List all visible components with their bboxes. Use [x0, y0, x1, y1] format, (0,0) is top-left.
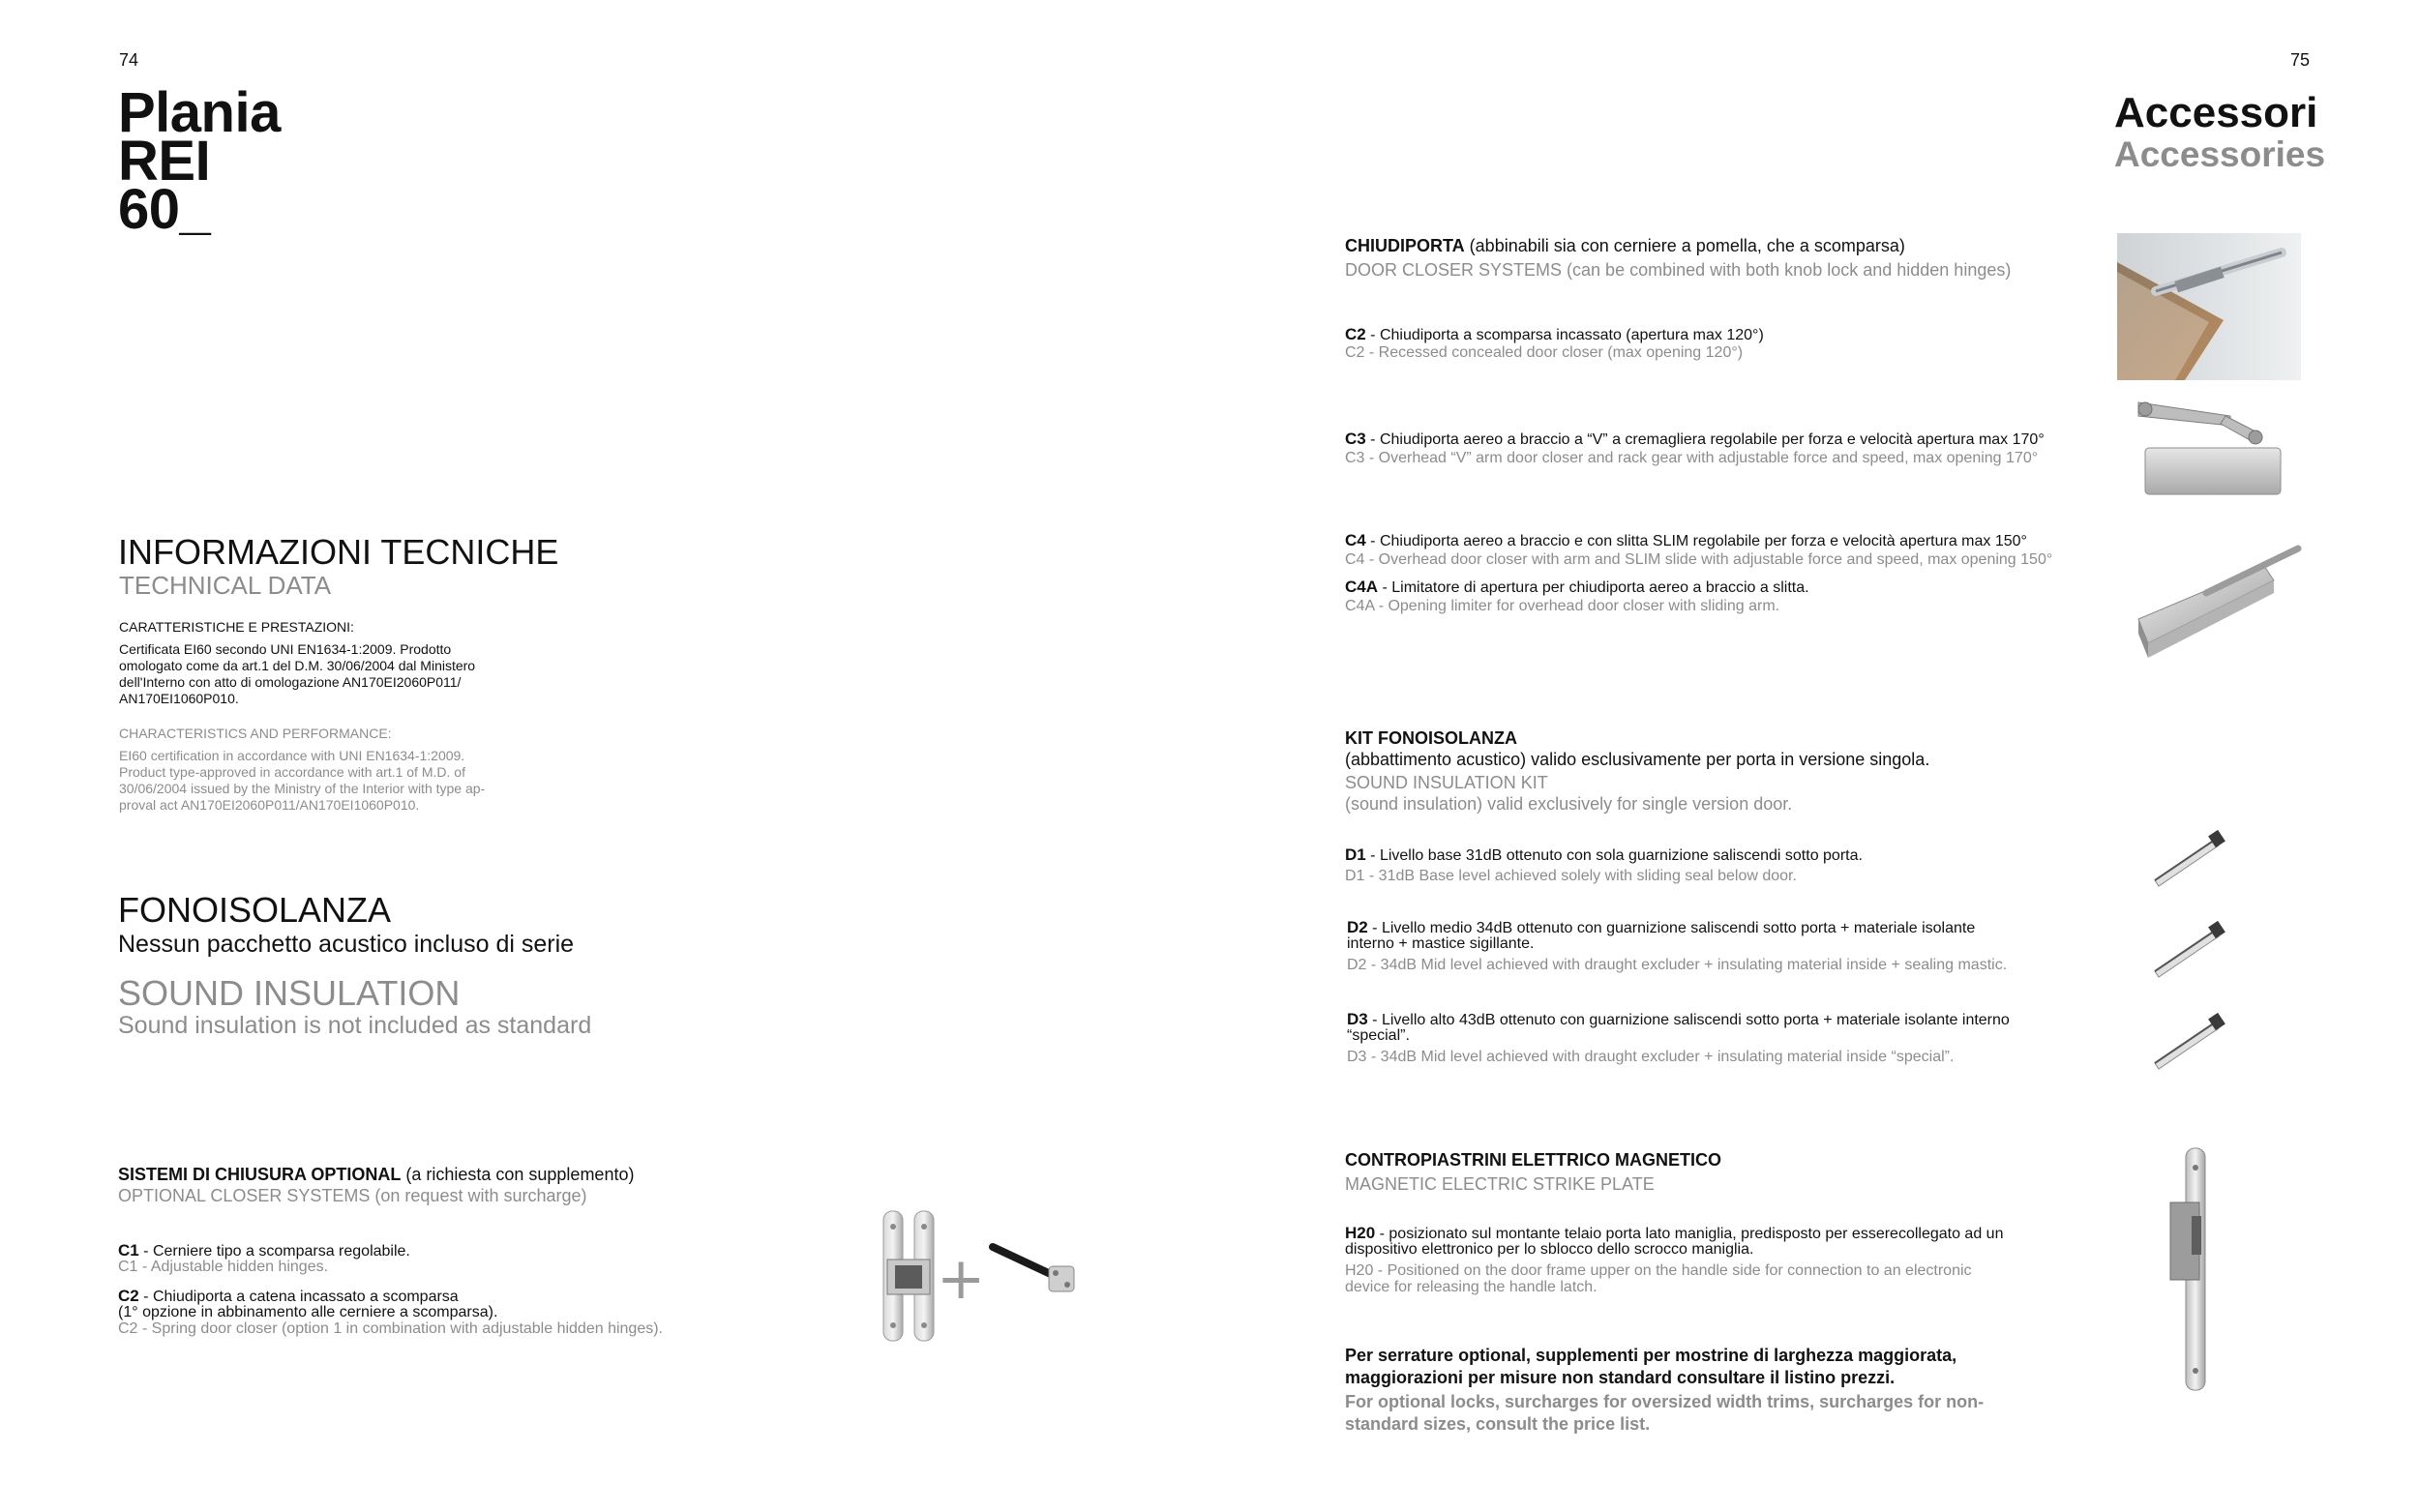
plus-sign: + — [937, 1245, 986, 1313]
text-line: AN170EI1060P010. — [119, 691, 239, 706]
door-closer-c4a — [1345, 578, 1809, 597]
product-title-line: Plania — [118, 81, 281, 144]
sound-kit-d2-line2: interno + mastice sigillante. — [1347, 935, 1535, 952]
kit-desc: - Livello alto 43dB ottenuto con guarnizione saliscendi sotto porta + materiale isolante interno — [1367, 1012, 2010, 1028]
door-closers-heading-rest: (abbinabili sia con cerniere a pomella, che a scomparsa) — [1464, 236, 1905, 255]
price-note-line: Per serrature optional, supplementi per mostrine di larghezza maggiorata, — [1345, 1346, 1957, 1365]
product-title-line: 60_ — [118, 178, 211, 241]
price-note — [1345, 1345, 1956, 1389]
slide-arm-closer-image — [2129, 537, 2303, 663]
hidden-hinges-image — [876, 1209, 943, 1345]
price-note-en — [1345, 1391, 1984, 1436]
page-number-left: 74 — [119, 50, 139, 70]
closer-desc: - Chiudiporta aereo a braccio a “V” a cremagliera regolabile per forza e velocità apertura max 170° — [1365, 431, 2045, 448]
door-closer-c3-en: C3 - Overhead “V” arm door closer and rack gear with adjustable force and speed, max opening 170° — [1345, 450, 2039, 466]
sound-kit-d3-line2: “special”. — [1347, 1027, 1410, 1044]
sound-kit-d3 — [1347, 1011, 2010, 1029]
door-closer-c4-en: C4 - Overhead door closer with arm and SLIM slide with adjustable force and speed, max opening 150° — [1345, 551, 2053, 568]
characteristics-text-en — [119, 748, 516, 814]
accessories-title — [2114, 91, 2325, 174]
sound-subtitle-en: Sound insulation is not included as standard — [118, 1012, 592, 1039]
price-note-line: maggiorazioni per misure non standard consultare il listino prezzi. — [1345, 1368, 1896, 1387]
page-number-right: 75 — [2290, 50, 2311, 70]
characteristics-label-en: CHARACTERISTICS AND PERFORMANCE: — [119, 726, 392, 741]
accessories-title-en: Accessories — [2114, 134, 2326, 174]
strike-plate-heading-en: MAGNETIC ELECTRIC STRIKE PLATE — [1345, 1174, 1655, 1194]
closer-desc: - Cerniere tipo a scomparsa regolabile. — [138, 1243, 410, 1260]
strike-plate-heading: CONTROPIASTRINI ELETTRICO MAGNETICO — [1345, 1150, 1721, 1170]
drop-seal-d2-image — [2153, 902, 2230, 979]
closer-desc: - Limitatore di apertura per chiudiporta aereo a braccio a slitta. — [1378, 579, 1809, 596]
closer-c2-en: C2 - Spring door closer (option 1 in combination with adjustable hidden hinges). — [118, 1320, 663, 1337]
characteristics-label: CARATTERISTICHE E PRESTAZIONI: — [119, 619, 354, 635]
sound-kit-heading: KIT FONOISOLANZA — [1345, 728, 1517, 748]
sound-kit-d2-en: D2 - 34dB Mid level achieved with draught excluder + insulating material inside + sealing mastic. — [1347, 957, 2008, 973]
closer-desc: - Chiudiporta a catena incassato a scomparsa — [138, 1289, 459, 1305]
sound-kit-subtitle: (abbattimento acustico) valido esclusivamente per porta in versione singola. — [1345, 750, 1930, 769]
v-arm-closer-image — [2134, 395, 2288, 501]
drop-seal-d3-image — [2153, 993, 2230, 1071]
sound-kit-heading-en: SOUND INSULATION KIT — [1345, 773, 1548, 792]
strike-plate-image — [2163, 1146, 2230, 1393]
text-line: proval act AN170EI2060P011/AN170EI1060P010. — [119, 797, 420, 813]
door-closer-c4a-en: C4A - Opening limiter for overhead door closer with sliding arm. — [1345, 598, 1780, 614]
sound-kit-d1 — [1345, 846, 1863, 865]
closer-c2-line2: (1° opzione in abbinamento alle cerniere a scomparsa). — [118, 1304, 498, 1320]
strike-code: H20 — [1345, 1224, 1376, 1242]
text-line: dell'Interno con atto di omologazione AN170EI2060P011/ — [119, 674, 462, 690]
closer-code: C3 — [1345, 430, 1366, 448]
closer-code: C4A — [1345, 578, 1379, 596]
closer-code: C2 — [1345, 325, 1366, 343]
drop-seal-d1-image — [2153, 811, 2230, 888]
kit-desc: - Livello base 31dB ottenuto con sola guarnizione saliscendi sotto porta. — [1365, 847, 1863, 864]
closer-code: C1 — [118, 1241, 139, 1260]
kit-code: D2 — [1347, 918, 1368, 936]
text-line: Product type-approved in accordance with art.1 of M.D. of — [119, 764, 465, 780]
closer-desc: - Chiudiporta a scomparsa incassato (apertura max 120°) — [1365, 327, 1764, 343]
strike-plate-h20-en: H20 - Positioned on the door frame upper on the handle side for connection to an electronic — [1345, 1262, 1972, 1279]
door-closers-heading-bold: CHIUDIPORTA — [1345, 236, 1465, 255]
strike-plate-h20-line2: dispositivo elettronico per lo sblocco dello scrocco maniglia. — [1345, 1241, 1754, 1258]
closer-c1-en: C1 - Adjustable hidden hinges. — [118, 1259, 329, 1275]
door-closers-heading-en: DOOR CLOSER SYSTEMS (can be combined with both knob lock and hidden hinges) — [1345, 260, 2012, 280]
technical-heading-en: TECHNICAL DATA — [119, 571, 332, 600]
technical-heading: INFORMAZIONI TECNICHE — [118, 532, 559, 572]
strike-plate-h20-en-line2: device for releasing the handle latch. — [1345, 1279, 1598, 1295]
closer-desc: - Chiudiporta aereo a braccio e con slitta SLIM regolabile per forza e velocità apertura max 150° — [1365, 533, 2027, 549]
door-closers-heading — [1345, 235, 1905, 256]
sound-subtitle: Nessun pacchetto acustico incluso di serie — [118, 931, 575, 958]
product-title-line: REI — [118, 130, 211, 193]
characteristics-text — [119, 641, 545, 707]
strike-desc: - posizionato sul montante telaio porta lato maniglia, predisposto per esserecollegato ad un — [1375, 1226, 2004, 1242]
door-closer-c4 — [1345, 532, 2027, 550]
text-line: EI60 certification in accordance with UNI EN1634-1:2009. — [119, 748, 465, 763]
price-note-line: For optional locks, surcharges for oversized width trims, surcharges for non- — [1345, 1392, 1985, 1411]
kit-code: D3 — [1347, 1010, 1368, 1028]
closers-heading-rest: (a richiesta con supplemento) — [401, 1165, 635, 1184]
sound-heading: FONOISOLANZA — [118, 890, 392, 930]
closers-heading-bold: SISTEMI DI CHIUSURA OPTIONAL — [118, 1165, 402, 1184]
text-line: Certificata EI60 secondo UNI EN1634-1:2009. Prodotto — [119, 641, 452, 657]
door-closer-c3 — [1345, 430, 2045, 449]
sound-kit-d1-en: D1 - 31dB Base level achieved solely with sliding seal below door. — [1345, 868, 1797, 884]
closers-heading — [118, 1164, 634, 1185]
price-note-line: standard sizes, consult the price list. — [1345, 1414, 1651, 1434]
kit-code: D1 — [1345, 845, 1366, 864]
closer-code: C4 — [1345, 531, 1366, 549]
product-title — [118, 81, 281, 241]
accessories-title-it: Accessori — [2114, 89, 2318, 136]
text-line: omologato come da art.1 del D.M. 30/06/2004 dal Ministero — [119, 658, 476, 673]
sound-kit-d3-en: D3 - 34dB Mid level achieved with draught excluder + insulating material inside “special”. — [1347, 1049, 1955, 1065]
door-closer-c2 — [1345, 326, 1764, 344]
spring-closer-image — [985, 1233, 1082, 1301]
concealed-closer-image — [2117, 233, 2301, 380]
sound-heading-en: SOUND INSULATION — [118, 973, 461, 1013]
kit-desc: - Livello medio 34dB ottenuto con guarnizione saliscendi sotto porta + materiale isolante — [1367, 920, 1976, 936]
closer-code: C2 — [118, 1287, 139, 1305]
closers-heading-en: OPTIONAL CLOSER SYSTEMS (on request with surcharge) — [118, 1186, 587, 1205]
sound-kit-subtitle-en: (sound insulation) valid exclusively for single version door. — [1345, 794, 1793, 814]
text-line: 30/06/2004 issued by the Ministry of the Interior with type ap- — [119, 781, 486, 796]
door-closer-c2-en: C2 - Recessed concealed door closer (max opening 120°) — [1345, 344, 1744, 361]
